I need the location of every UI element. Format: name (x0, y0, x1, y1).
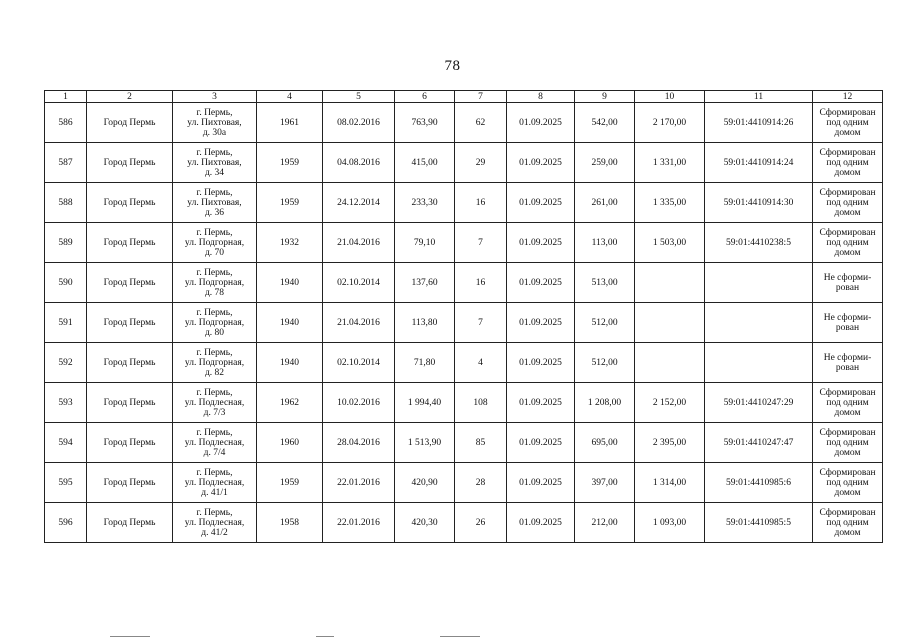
land-status-cell (813, 503, 883, 543)
table-row (45, 263, 883, 303)
column-header: 9 (575, 91, 635, 103)
address-cell-line: ул. Подгорная, (184, 237, 245, 248)
land-status-cell-line: Сформирован (819, 187, 876, 198)
address-cell-line: ул. Подлесная, (184, 437, 245, 448)
land-status-cell (813, 143, 883, 183)
scan-artifact-line (110, 636, 150, 637)
address-cell-line: ул. Подгорная, (184, 317, 245, 328)
municipality-cell: Город Пермь (87, 303, 173, 343)
land-status-cell-line: Не сформи- (823, 272, 872, 283)
residents-cell: 29 (455, 143, 507, 183)
column-10-cell: 1 331,00 (635, 143, 705, 183)
municipality-cell: Город Пермь (87, 383, 173, 423)
address-cell-line: ул. Пихтовая, (187, 117, 242, 128)
land-status-cell-line: Не сформи- (823, 312, 872, 323)
deadline-cell: 01.09.2025 (507, 263, 575, 303)
year-built-cell: 1961 (257, 103, 323, 143)
address-cell-line: г. Пермь, (196, 387, 233, 398)
land-area-cell: 397,00 (575, 463, 635, 503)
land-status-cell (813, 263, 883, 303)
address-cell-line: д. 80 (204, 327, 225, 338)
address-cell-line: д. 70 (204, 247, 225, 258)
land-status-cell (813, 303, 883, 343)
residents-cell: 85 (455, 423, 507, 463)
land-status-cell (813, 103, 883, 143)
municipality-cell: Город Пермь (87, 183, 173, 223)
table-row (45, 463, 883, 503)
land-status-cell (813, 183, 883, 223)
row-number-cell: 587 (45, 143, 87, 183)
address-cell-line: ул. Подлесная, (184, 517, 245, 528)
deadline-cell: 01.09.2025 (507, 503, 575, 543)
year-built-cell: 1959 (257, 463, 323, 503)
land-status-cell-line: домом (834, 527, 861, 538)
table-row (45, 503, 883, 543)
residents-cell: 108 (455, 383, 507, 423)
row-number-cell: 596 (45, 503, 87, 543)
year-built-cell: 1962 (257, 383, 323, 423)
address-cell-line: г. Пермь, (196, 107, 233, 118)
residents-cell: 7 (455, 223, 507, 263)
municipality-cell: Город Пермь (87, 423, 173, 463)
address-cell-line: д. 82 (204, 367, 225, 378)
year-built-cell: 1932 (257, 223, 323, 263)
column-10-cell: 2 170,00 (635, 103, 705, 143)
row-number-cell: 586 (45, 103, 87, 143)
land-status-cell-line: под одним (826, 117, 869, 128)
land-area-cell: 512,00 (575, 343, 635, 383)
date-cell: 22.01.2016 (323, 463, 395, 503)
column-10-cell (635, 303, 705, 343)
date-cell: 10.02.2016 (323, 383, 395, 423)
municipality-cell: Город Пермь (87, 143, 173, 183)
address-cell-line: ул. Пихтовая, (187, 157, 242, 168)
row-number-cell: 593 (45, 383, 87, 423)
address-cell (173, 223, 257, 263)
land-area-cell: 212,00 (575, 503, 635, 543)
address-cell (173, 503, 257, 543)
land-status-cell (813, 343, 883, 383)
year-built-cell: 1960 (257, 423, 323, 463)
housing-registry-table (44, 90, 883, 543)
cadastral-number-cell (705, 343, 813, 383)
column-header: 10 (635, 91, 705, 103)
land-status-cell-line: под одним (826, 437, 869, 448)
residents-cell: 16 (455, 183, 507, 223)
row-number-cell: 594 (45, 423, 87, 463)
column-header: 4 (257, 91, 323, 103)
land-status-cell-line: Не сформи- (823, 352, 872, 363)
column-10-cell: 2 395,00 (635, 423, 705, 463)
cadastral-number-cell (705, 263, 813, 303)
area-cell: 233,30 (395, 183, 455, 223)
area-cell: 420,90 (395, 463, 455, 503)
year-built-cell: 1958 (257, 503, 323, 543)
land-status-cell-line: Сформирован (819, 427, 876, 438)
address-cell (173, 463, 257, 503)
land-status-cell-line: под одним (826, 237, 869, 248)
land-status-cell-line: под одним (826, 197, 869, 208)
table-row (45, 183, 883, 223)
address-cell-line: ул. Подлесная, (184, 397, 245, 408)
land-area-cell: 695,00 (575, 423, 635, 463)
deadline-cell: 01.09.2025 (507, 463, 575, 503)
column-header: 8 (507, 91, 575, 103)
municipality-cell: Город Пермь (87, 263, 173, 303)
address-cell (173, 183, 257, 223)
deadline-cell: 01.09.2025 (507, 183, 575, 223)
column-header: 1 (45, 91, 87, 103)
column-header: 3 (173, 91, 257, 103)
address-cell-line: д. 34 (204, 167, 225, 178)
date-cell: 04.08.2016 (323, 143, 395, 183)
scan-artifact-line (440, 636, 480, 637)
date-cell: 21.04.2016 (323, 223, 395, 263)
table-row (45, 103, 883, 143)
land-area-cell: 113,00 (575, 223, 635, 263)
land-area-cell: 259,00 (575, 143, 635, 183)
address-cell (173, 383, 257, 423)
year-built-cell: 1940 (257, 303, 323, 343)
land-status-cell-line: домом (834, 127, 861, 138)
date-cell: 02.10.2014 (323, 343, 395, 383)
address-cell-line: г. Пермь, (196, 347, 233, 358)
address-cell (173, 343, 257, 383)
municipality-cell: Город Пермь (87, 463, 173, 503)
row-number-cell: 588 (45, 183, 87, 223)
deadline-cell: 01.09.2025 (507, 303, 575, 343)
land-status-cell (813, 463, 883, 503)
land-status-cell-line: под одним (826, 157, 869, 168)
residents-cell: 16 (455, 263, 507, 303)
address-cell-line: г. Пермь, (196, 267, 233, 278)
date-cell: 24.12.2014 (323, 183, 395, 223)
table-row (45, 343, 883, 383)
area-cell: 1 994,40 (395, 383, 455, 423)
area-cell: 1 513,90 (395, 423, 455, 463)
address-cell-line: г. Пермь, (196, 307, 233, 318)
land-area-cell: 261,00 (575, 183, 635, 223)
address-cell-line: д. 78 (204, 287, 225, 298)
cadastral-number-cell (705, 303, 813, 343)
municipality-cell: Город Пермь (87, 103, 173, 143)
land-status-cell (813, 423, 883, 463)
column-10-cell: 1 093,00 (635, 503, 705, 543)
land-status-cell-line: рован (835, 362, 860, 373)
date-cell: 28.04.2016 (323, 423, 395, 463)
cadastral-number-cell: 59:01:4410914:24 (705, 143, 813, 183)
column-header: 11 (705, 91, 813, 103)
address-cell-line: д. 36 (204, 207, 225, 218)
address-cell-line: ул. Подгорная, (184, 277, 245, 288)
column-10-cell: 2 152,00 (635, 383, 705, 423)
area-cell: 415,00 (395, 143, 455, 183)
column-header: 12 (813, 91, 883, 103)
year-built-cell: 1959 (257, 143, 323, 183)
land-status-cell-line: домом (834, 207, 861, 218)
table-row (45, 223, 883, 263)
land-status-cell-line: домом (834, 247, 861, 258)
column-10-cell: 1 314,00 (635, 463, 705, 503)
municipality-cell: Город Пермь (87, 503, 173, 543)
year-built-cell: 1959 (257, 183, 323, 223)
row-number-cell: 591 (45, 303, 87, 343)
deadline-cell: 01.09.2025 (507, 223, 575, 263)
column-10-cell: 1 335,00 (635, 183, 705, 223)
residents-cell: 62 (455, 103, 507, 143)
land-status-cell-line: Сформирован (819, 147, 876, 158)
page-number: 78 (444, 58, 461, 74)
row-number-cell: 590 (45, 263, 87, 303)
address-cell-line: д. 30а (202, 127, 227, 138)
column-number-row (45, 91, 883, 103)
land-status-cell-line: домом (834, 167, 861, 178)
date-cell: 22.01.2016 (323, 503, 395, 543)
column-header: 2 (87, 91, 173, 103)
area-cell: 137,60 (395, 263, 455, 303)
year-built-cell: 1940 (257, 343, 323, 383)
land-status-cell-line: рован (835, 322, 860, 333)
address-cell-line: г. Пермь, (196, 507, 233, 518)
address-cell-line: ул. Пихтовая, (187, 197, 242, 208)
address-cell (173, 423, 257, 463)
address-cell (173, 103, 257, 143)
cadastral-number-cell: 59:01:4410985:6 (705, 463, 813, 503)
residents-cell: 4 (455, 343, 507, 383)
cadastral-number-cell: 59:01:4410914:26 (705, 103, 813, 143)
date-cell: 08.02.2016 (323, 103, 395, 143)
row-number-cell: 589 (45, 223, 87, 263)
address-cell-line: г. Пермь, (196, 187, 233, 198)
area-cell: 71,80 (395, 343, 455, 383)
address-cell-line: д. 41/2 (201, 527, 228, 538)
date-cell: 02.10.2014 (323, 263, 395, 303)
table-row (45, 423, 883, 463)
land-status-cell-line: Сформирован (819, 107, 876, 118)
address-cell (173, 143, 257, 183)
cadastral-number-cell: 59:01:4410247:29 (705, 383, 813, 423)
residents-cell: 26 (455, 503, 507, 543)
municipality-cell: Город Пермь (87, 343, 173, 383)
column-10-cell: 1 503,00 (635, 223, 705, 263)
address-cell-line: г. Пермь, (196, 147, 233, 158)
land-area-cell: 513,00 (575, 263, 635, 303)
area-cell: 79,10 (395, 223, 455, 263)
address-cell-line: ул. Подлесная, (184, 477, 245, 488)
land-status-cell-line: домом (834, 487, 861, 498)
address-cell-line: д. 41/1 (201, 487, 228, 498)
deadline-cell: 01.09.2025 (507, 143, 575, 183)
cadastral-number-cell: 59:01:4410985:5 (705, 503, 813, 543)
address-cell (173, 263, 257, 303)
row-number-cell: 595 (45, 463, 87, 503)
area-cell: 113,80 (395, 303, 455, 343)
column-10-cell (635, 343, 705, 383)
date-cell: 21.04.2016 (323, 303, 395, 343)
land-status-cell-line: рован (835, 282, 860, 293)
address-cell-line: ул. Подгорная, (184, 357, 245, 368)
land-status-cell-line: Сформирован (819, 507, 876, 518)
cadastral-number-cell: 59:01:4410238:5 (705, 223, 813, 263)
address-cell-line: д. 7/3 (203, 407, 226, 418)
land-status-cell-line: под одним (826, 517, 869, 528)
column-10-cell (635, 263, 705, 303)
address-cell-line: г. Пермь, (196, 427, 233, 438)
scan-artifact-line (316, 636, 334, 637)
residents-cell: 28 (455, 463, 507, 503)
deadline-cell: 01.09.2025 (507, 103, 575, 143)
land-status-cell-line: Сформирован (819, 467, 876, 478)
table-row (45, 143, 883, 183)
table-body (45, 91, 883, 543)
land-status-cell-line: Сформирован (819, 227, 876, 238)
residents-cell: 7 (455, 303, 507, 343)
deadline-cell: 01.09.2025 (507, 343, 575, 383)
land-status-cell (813, 223, 883, 263)
land-area-cell: 1 208,00 (575, 383, 635, 423)
land-status-cell-line: Сформирован (819, 387, 876, 398)
deadline-cell: 01.09.2025 (507, 383, 575, 423)
area-cell: 420,30 (395, 503, 455, 543)
cadastral-number-cell: 59:01:4410914:30 (705, 183, 813, 223)
year-built-cell: 1940 (257, 263, 323, 303)
land-status-cell (813, 383, 883, 423)
row-number-cell: 592 (45, 343, 87, 383)
deadline-cell: 01.09.2025 (507, 423, 575, 463)
address-cell-line: г. Пермь, (196, 467, 233, 478)
land-status-cell-line: домом (834, 447, 861, 458)
cadastral-number-cell: 59:01:4410247:47 (705, 423, 813, 463)
column-header: 5 (323, 91, 395, 103)
column-header: 7 (455, 91, 507, 103)
table-row (45, 303, 883, 343)
address-cell (173, 303, 257, 343)
table-row (45, 383, 883, 423)
address-cell-line: г. Пермь, (196, 227, 233, 238)
land-area-cell: 542,00 (575, 103, 635, 143)
municipality-cell: Город Пермь (87, 223, 173, 263)
land-status-cell-line: под одним (826, 477, 869, 488)
land-status-cell-line: домом (834, 407, 861, 418)
land-status-cell-line: под одним (826, 397, 869, 408)
column-header: 6 (395, 91, 455, 103)
land-area-cell: 512,00 (575, 303, 635, 343)
area-cell: 763,90 (395, 103, 455, 143)
address-cell-line: д. 7/4 (203, 447, 226, 458)
